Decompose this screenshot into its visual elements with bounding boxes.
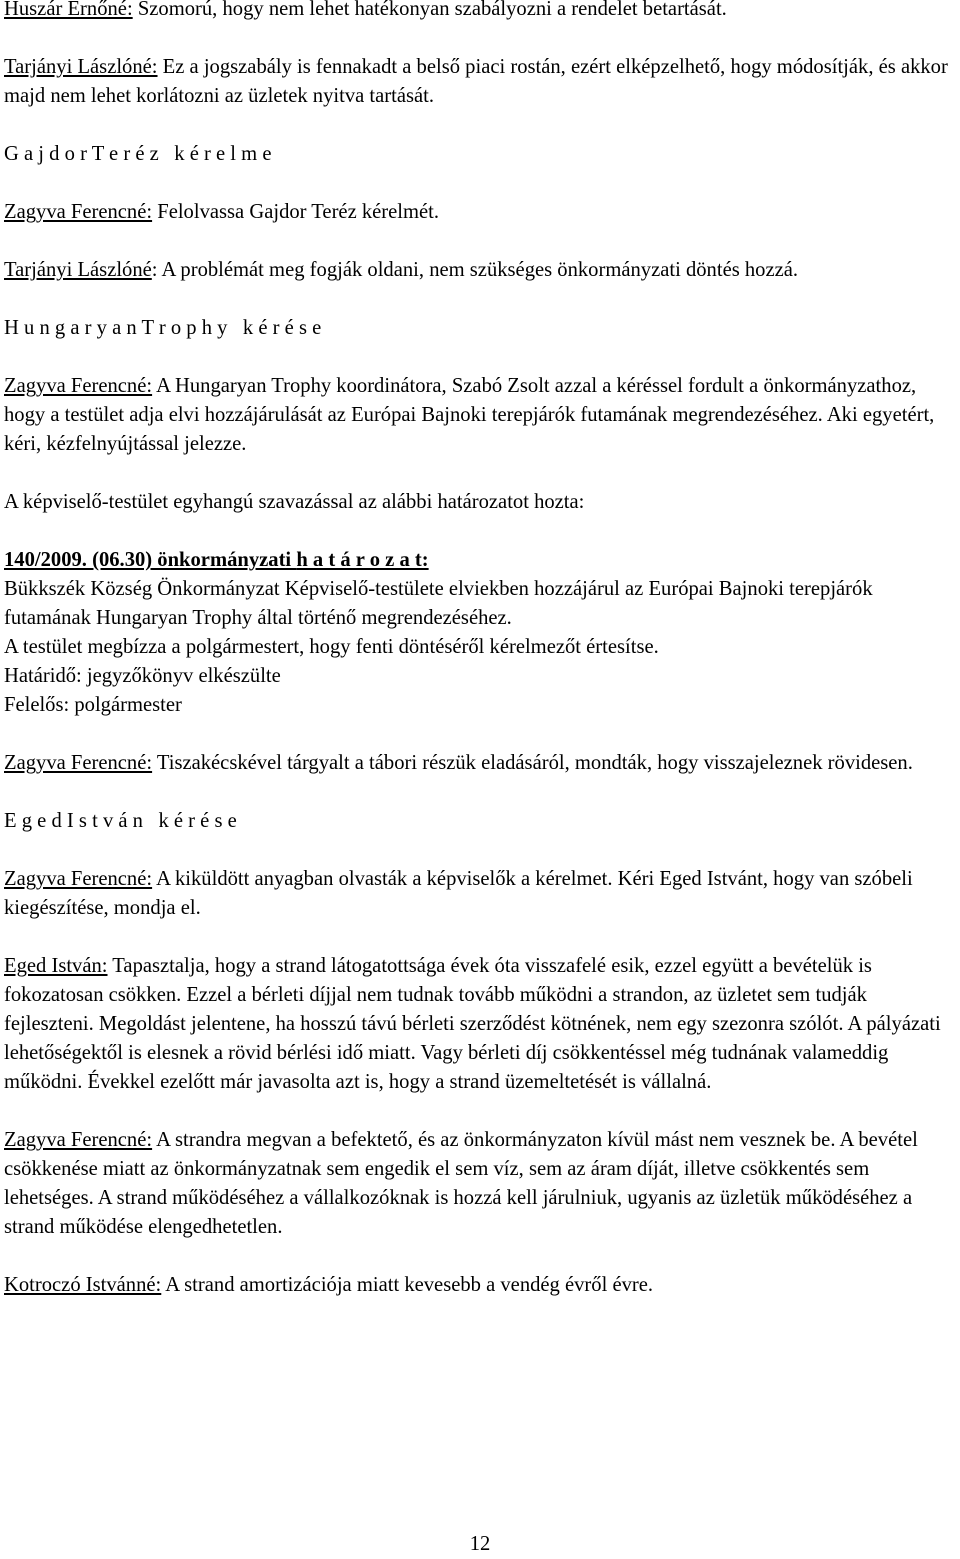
speaker-name: Zagyva Ferencné: xyxy=(4,1129,153,1151)
heading-name: G a j d o r T e r é z xyxy=(4,143,159,165)
section-heading-eged xyxy=(4,807,954,836)
resolution-word: h a t á r o z a t: xyxy=(296,549,429,571)
document-page xyxy=(4,0,954,1300)
paragraph-text: A kiküldött anyagban olvasták a képviselők a kérelmet. Kéri Eged Istvánt, hogy van szóbeli kiegészítése, mondja el. xyxy=(4,868,913,919)
heading-suffix: k é r e l m e xyxy=(174,143,272,165)
section-heading-hungaryan xyxy=(4,314,954,343)
speaker-name: Huszár Ernőné: xyxy=(4,0,133,20)
paragraph-vote xyxy=(4,488,954,517)
speaker-name: Kotroczó Istvánné: xyxy=(4,1274,162,1296)
paragraph-tarjanyi-2 xyxy=(4,256,954,285)
resolution-number: 140/2009. (06.30) önkormányzati xyxy=(4,549,297,571)
page-number: 12 xyxy=(469,1533,491,1555)
heading-suffix: k é r é s e xyxy=(242,317,322,339)
paragraph-zagyva-5 xyxy=(4,1126,954,1242)
speaker-name: Zagyva Ferencné: xyxy=(4,868,153,890)
speaker-name: Tarjányi Lászlóné xyxy=(4,259,152,281)
resolution-title xyxy=(4,546,954,575)
paragraph-tarjanyi-1 xyxy=(4,53,954,111)
paragraph-text: A strand amortizációja miatt kevesebb a vendég évről évre. xyxy=(161,1274,654,1296)
heading-name: E g e d I s t v á n xyxy=(4,810,143,832)
paragraph-text: : A problémát meg fogják oldani, nem szükséges önkormányzati döntés hozzá. xyxy=(151,259,799,281)
paragraph-text: Szomorú, hogy nem lehet hatékonyan szabályozni a rendelet betartását. xyxy=(132,0,727,20)
paragraph-zagyva-4 xyxy=(4,865,954,923)
section-heading-gajdor xyxy=(4,140,954,169)
paragraph-text: Tiszakécskével tárgyalt a tábori részük eladásáról, mondták, hogy visszajeleznek rövidesen. xyxy=(152,752,913,774)
paragraph-zagyva-2 xyxy=(4,372,954,459)
paragraph-text: Felolvassa Gajdor Teréz kérelmét. xyxy=(152,201,440,223)
paragraph-kotroczo xyxy=(4,1271,954,1300)
paragraph-text: Ez a jogszabály is fennakadt a belső piaci rostán, ezért elképzelhető, hogy módosítják, és akkor majd nem lehet korlátozni az üzletek nyitva tartását. xyxy=(4,56,948,107)
paragraph-huszar xyxy=(4,0,954,24)
speaker-name: Zagyva Ferencné: xyxy=(4,201,153,223)
paragraph-zagyva-3 xyxy=(4,749,954,778)
resolution-responsible: Felelős: polgármester xyxy=(4,694,182,716)
paragraph-text: A Hungaryan Trophy koordinátora, Szabó Zsolt azzal a kéréssel fordult a önkormányzathoz, hogy a testület adja elvi hozzájárulását az Európai Bajnoki terepjárók futamának megrendezéséhez. Aki egyetért, kéri, kézfelnyújtással jelezze. xyxy=(4,375,935,455)
heading-name: H u n g a r y a n T r o p h y xyxy=(4,317,228,339)
paragraph-text: A képviselő-testület egyhangú szavazással az alábbi határozatot hozta: xyxy=(4,491,585,513)
speaker-name: Zagyva Ferencné: xyxy=(4,375,153,397)
paragraph-text: A strandra megvan a befektető, és az önkormányzaton kívül mást nem vesznek be. A bevétel csökkenése miatt az önkormányzatnak sem engedik el sem víz, sem az áram díját, illetve csökkentés sem lehetséges. A strand működéséhez a vállalkozóknak is hozzá kell járulniuk, ugyanis az üzletük működéséhez a strand működése elengedhetetlen. xyxy=(4,1129,918,1238)
speaker-name: Eged István: xyxy=(4,955,108,977)
paragraph-text: Tapasztalja, hogy a strand látogatottsága évek óta visszafelé esik, ezzel együtt a bevételük is fokozatosan csökken. Ezzel a bérleti díjjal nem tudnak tovább működni a strandon, az üzletet sem tudják fejleszteni. Megoldást jelentene, ha hosszú távú bérleti szerződést kötnének, nem egy szezonra szólót. A pályázati lehetőségektől is elesnek a rövid bérlési idő miatt. Vagy bérleti díj csökkentéssel még tudnának valameddig működni. Évekkel ezelőtt már javasolta azt is, hogy a strand üzemeltetését is vállalná. xyxy=(4,955,941,1093)
speaker-name: Tarjányi Lászlóné: xyxy=(4,56,158,78)
speaker-name: Zagyva Ferencné: xyxy=(4,752,153,774)
heading-suffix: k é r é s e xyxy=(158,810,237,832)
resolution-deadline: Határidő: jegyzőkönyv elkészülte xyxy=(4,665,281,687)
resolution-line-2: A testület megbízza a polgármestert, hogy fenti döntéséről kérelmezőt értesítse. xyxy=(4,636,659,658)
paragraph-eged xyxy=(4,952,954,1097)
resolution-line-1: Bükkszék Község Önkormányzat Képviselő-testülete elviekben hozzájárul az Európai Bajnoki terepjárók futamának Hungaryan Trophy által történő megrendezéséhez. xyxy=(4,578,873,629)
paragraph-zagyva-1 xyxy=(4,198,954,227)
